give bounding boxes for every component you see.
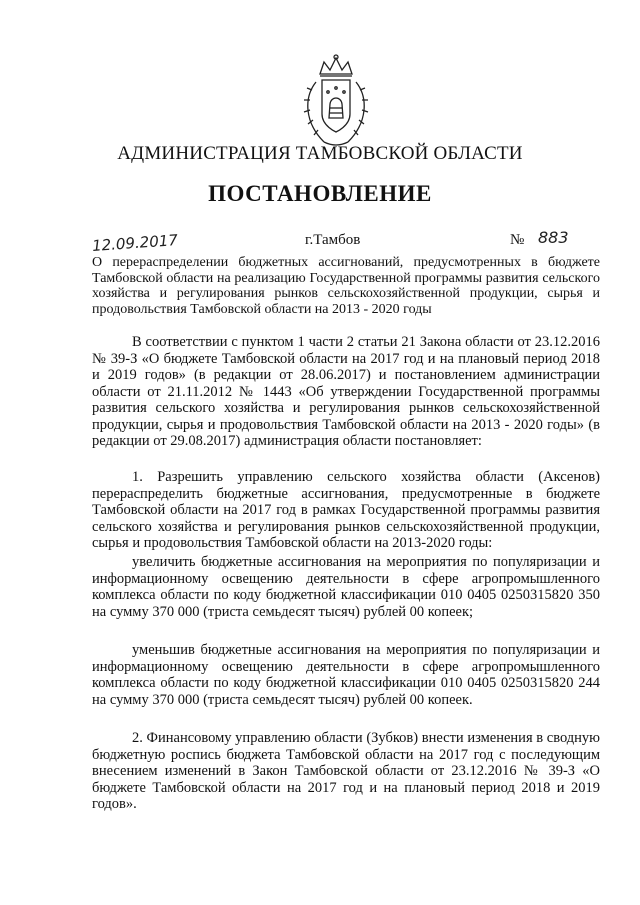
number-label: № (510, 232, 525, 248)
handwritten-date: 12.09.2017 (91, 231, 179, 255)
handwritten-number: 883 (538, 228, 569, 247)
document-type-title: ПОСТАНОВЛЕНИЕ (208, 181, 432, 206)
city-label: г.Тамбов (305, 232, 361, 248)
coat-of-arms-emblem (294, 52, 378, 152)
preamble-paragraph: В соответствии с пунктом 1 части 2 статьи 21 Закона области от 23.12.2016 № 39-З «О бюджете Тамбовской области на 2017 год и на плановый период 2018 и 2019 годов» (в редакции от 28.06.2017) и постановлением администрации области от 21.11.2012 № 1443 «Об утверждении Государственной программы развития сельского хозяйства и регулирования рынков сельскохозяйственной продукции, сырья и продовольствия Тамбовской области на 2013 - 2020 годы» (в редакции от 29.08.2017) администрация области постановляет: (92, 334, 600, 449)
item-1-decrease-paragraph: уменьшив бюджетные ассигнования на мероприятия по популяризации и информационному освещению деятельности в сфере агропромышленного комплекса области по коду бюджетной классификации 010 0405 0250315820 244 на сумму 370 000 (триста семьдесят тысяч) рублей 00 копеек. (92, 642, 600, 708)
item-2-paragraph: 2. Финансовому управлению области (Зубков) внести изменения в сводную бюджетную роспись бюджета Тамбовской области на 2017 год с последующим внесением изменений в Закон Тамбовской области от 23.12.2016 № 39-З «О бюджете Тамбовской области на 2017 год и на плановый период 2018 и 2019 годов». (92, 730, 600, 812)
document-subject: О перераспределении бюджетных ассигнований, предусмотренных в бюджете Тамбовской области на реализацию Государственной программы развития сельского хозяйства и регулирования рынков сельскохозяйственной продукции, сырья и продовольствия Тамбовской области на 2013 - 2020 годы (92, 255, 600, 317)
organization-title: АДМИНИСТРАЦИЯ ТАМБОВСКОЙ ОБЛАСТИ (117, 143, 523, 164)
item-1-increase-paragraph: увеличить бюджетные ассигнования на мероприятия по популяризации и информационному освещению деятельности в сфере агропромышленного комплекса области по коду бюджетной классификации 010 0405 0250315820 350 на сумму 370 000 (триста семьдесят тысяч) рублей 00 копеек; (92, 554, 600, 620)
item-1-paragraph: 1. Разрешить управлению сельского хозяйства области (Аксенов) перераспределить бюджетные ассигнования, предусмотренные в бюджете Тамбовской области на 2017 год в рамках Государственной программы развития сельского хозяйства и регулирования рынков сельскохозяйственной продукции, сырья и продовольствия Тамбовской области на 2013-2020 годы: (92, 469, 600, 551)
